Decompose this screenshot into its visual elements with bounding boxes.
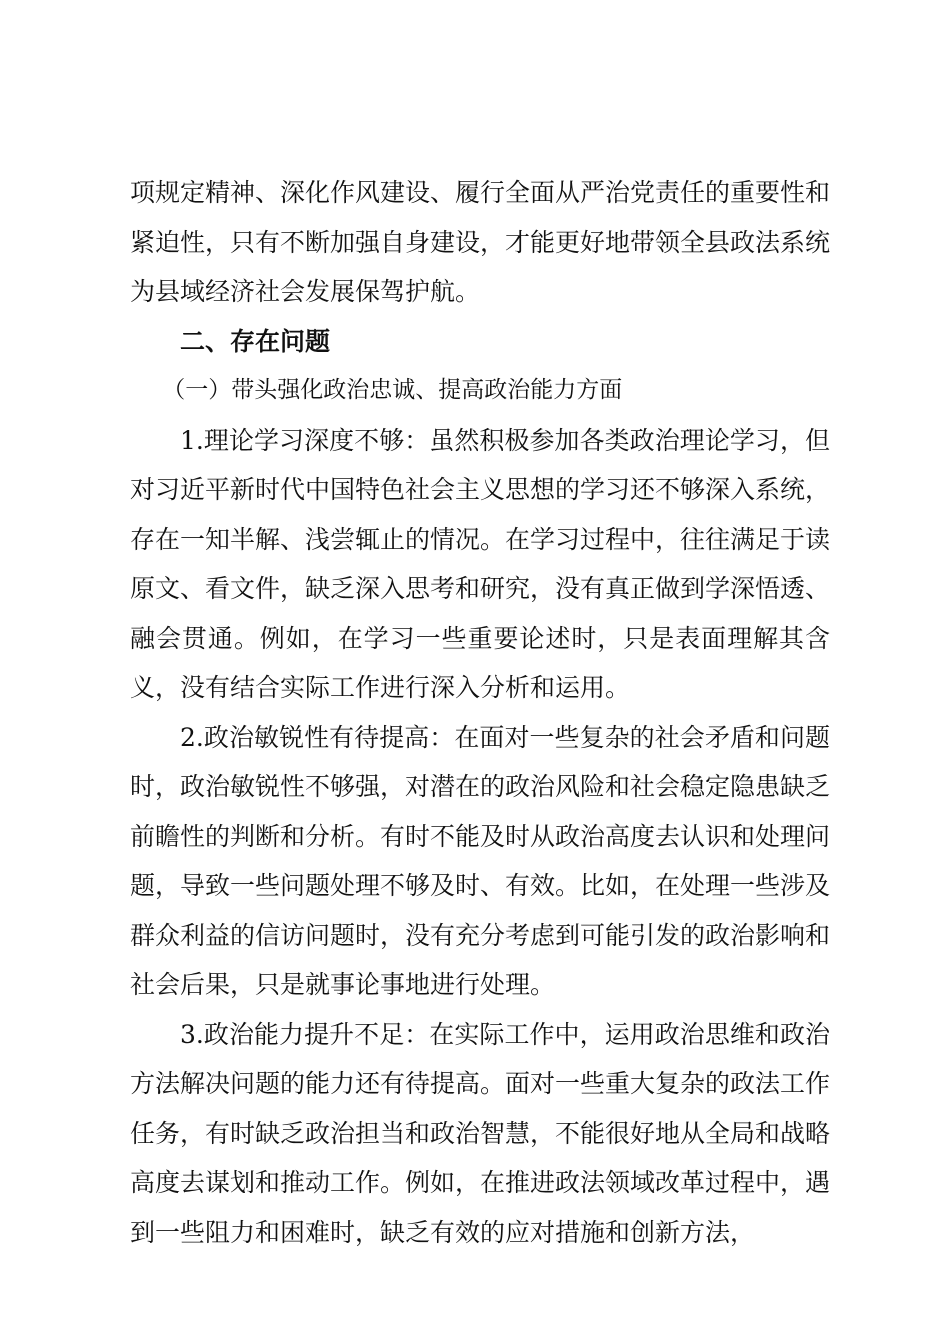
- paragraph-item-1: 1.理论学习深度不够：虽然积极参加各类政治理论学习，但对习近平新时代中国特色社会主义思想的学习还不够深入系统，存在一知半解、浅尝辄止的情况。在学习过程中，往往满足于读原文、看文件，缺乏深入思考和研究，没有真正做到学深悟透、融会贯通。例如，在学习一些重要论述时，只是表面理解其含义，没有结合实际工作进行深入分析和运用。: [130, 425, 831, 702]
- section-heading-problems: 二、存在问题: [180, 326, 331, 356]
- document-body: [130, 168, 830, 1257]
- paragraph-item-2: 2.政治敏锐性有待提高：在面对一些复杂的社会矛盾和问题时，政治敏锐性不够强，对潜在的政治风险和社会稳定隐患缺乏前瞻性的判断和分析。有时不能及时从政治高度去认识和处理问题，导致一些问题处理不够及时、有效。比如，在处理一些涉及群众利益的信访问题时，没有充分考虑到可能引发的政治影响和社会后果，只是就事论事地进行处理。: [130, 722, 831, 999]
- paragraph-continuation: 项规定精神、深化作风建设、履行全面从严治党责任的重要性和紧迫性，只有不断加强自身建设，才能更好地带领全县政法系统为县域经济社会发展保驾护航。: [130, 178, 831, 306]
- paragraph-item-3: 3.政治能力提升不足：在实际工作中，运用政治思维和政治方法解决问题的能力还有待提高。面对一些重大复杂的政法工作任务，有时缺乏政治担当和政治智慧，不能很好地从全局和战略高度去谋划和推动工作。例如，在推进政法领域改革过程中，遇到一些阻力和困难时，缺乏有效的应对措施和创新方法，: [130, 1019, 831, 1247]
- subsection-heading-political-loyalty: （一）带头强化政治忠诚、提高政治能力方面: [162, 377, 623, 403]
